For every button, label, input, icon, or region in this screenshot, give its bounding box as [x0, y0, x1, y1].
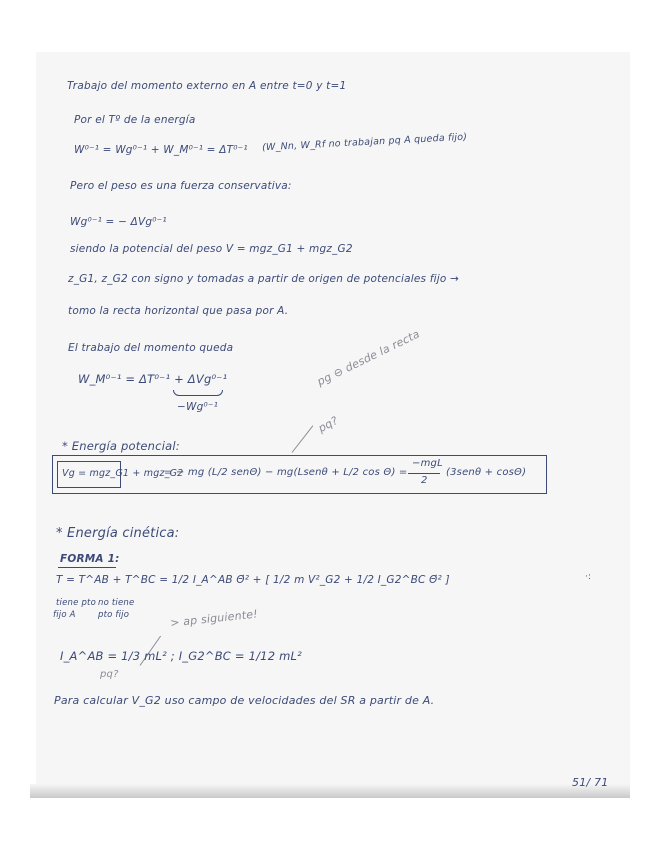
annotation: no tiene — [98, 598, 135, 608]
box-lhs: Vg = mgz_G1 + mgz_G2 — [62, 468, 184, 479]
text-line: Pero el peso es una fuerza conservativa: — [70, 180, 292, 192]
equation-line: W⁰⁻¹ = Wg⁰⁻¹ + W_M⁰⁻¹ = ΔT⁰⁻¹ — [74, 144, 248, 156]
fraction-numerator: −mgL — [412, 458, 443, 469]
subsection-heading: FORMA 1: — [60, 553, 120, 565]
equation-line: I_A^AB = 1/3 mL² ; I_G2^BC = 1/12 mL² — [60, 649, 302, 663]
annotation: tiene pto — [56, 598, 96, 608]
margin-mark: ·: — [585, 572, 591, 582]
text-line: El trabajo del momento queda — [68, 342, 234, 354]
equation-line: W_M⁰⁻¹ = ΔT⁰⁻¹ + ΔVg⁰⁻¹ — [78, 372, 228, 386]
equation-line: T = T^AB + T^BC = 1/2 I_A^AB Θ̇² + [ 1/2 m V²_G2 + 1/2 I_G2^BC Θ̇² ] — [56, 574, 450, 586]
pencil-note: pq? — [100, 669, 119, 680]
heading-line: Trabajo del momento externo en A entre t=0 y t=1 — [67, 80, 347, 92]
text-line: siendo la potencial del peso V = mgz_G1 + mgz_G2 — [70, 243, 353, 255]
section-heading: * Energía cinética: — [56, 526, 180, 541]
pencil-note: pq? — [316, 413, 341, 436]
pencil-note: > ap siguiente! — [169, 607, 259, 630]
annotation: fijo A — [53, 610, 76, 620]
section-heading: * Energía potencial: — [62, 439, 180, 453]
page-number: 51/ 71 — [572, 776, 609, 789]
brace-annotation: −Wg⁰⁻¹ — [177, 401, 219, 413]
underbrace — [173, 390, 223, 396]
equation-line: Wg⁰⁻¹ = − ΔVg⁰⁻¹ — [70, 216, 167, 228]
heading-underline — [58, 567, 116, 568]
text-line: z_G1, z_G2 con signo y tomadas a partir de origen de potenciales fijo → — [68, 273, 459, 285]
pencil-note: pg ⊖ desde la recta — [315, 327, 422, 389]
text-line: tomo la recta horizontal que pasa por A. — [68, 305, 289, 317]
box-expression: = − mg (L/2 senΘ) − mg(Lsenθ + L/2 cos Θ) = — [164, 467, 408, 478]
text-line: Por el Tº de la energía — [74, 114, 196, 126]
side-note: (W_Nn, W_Rf no trabajan pq A queda fijo) — [261, 131, 468, 154]
fraction-bar — [408, 473, 440, 474]
text-line: Para calcular V_G2 uso campo de velocidades del SR a partir de A. — [54, 694, 435, 707]
fraction-denominator: 2 — [421, 475, 428, 486]
page-edge-shadow — [30, 784, 630, 798]
box-rhs: (3senθ + cosΘ) — [446, 467, 527, 478]
annotation: pto fijo — [98, 610, 130, 620]
